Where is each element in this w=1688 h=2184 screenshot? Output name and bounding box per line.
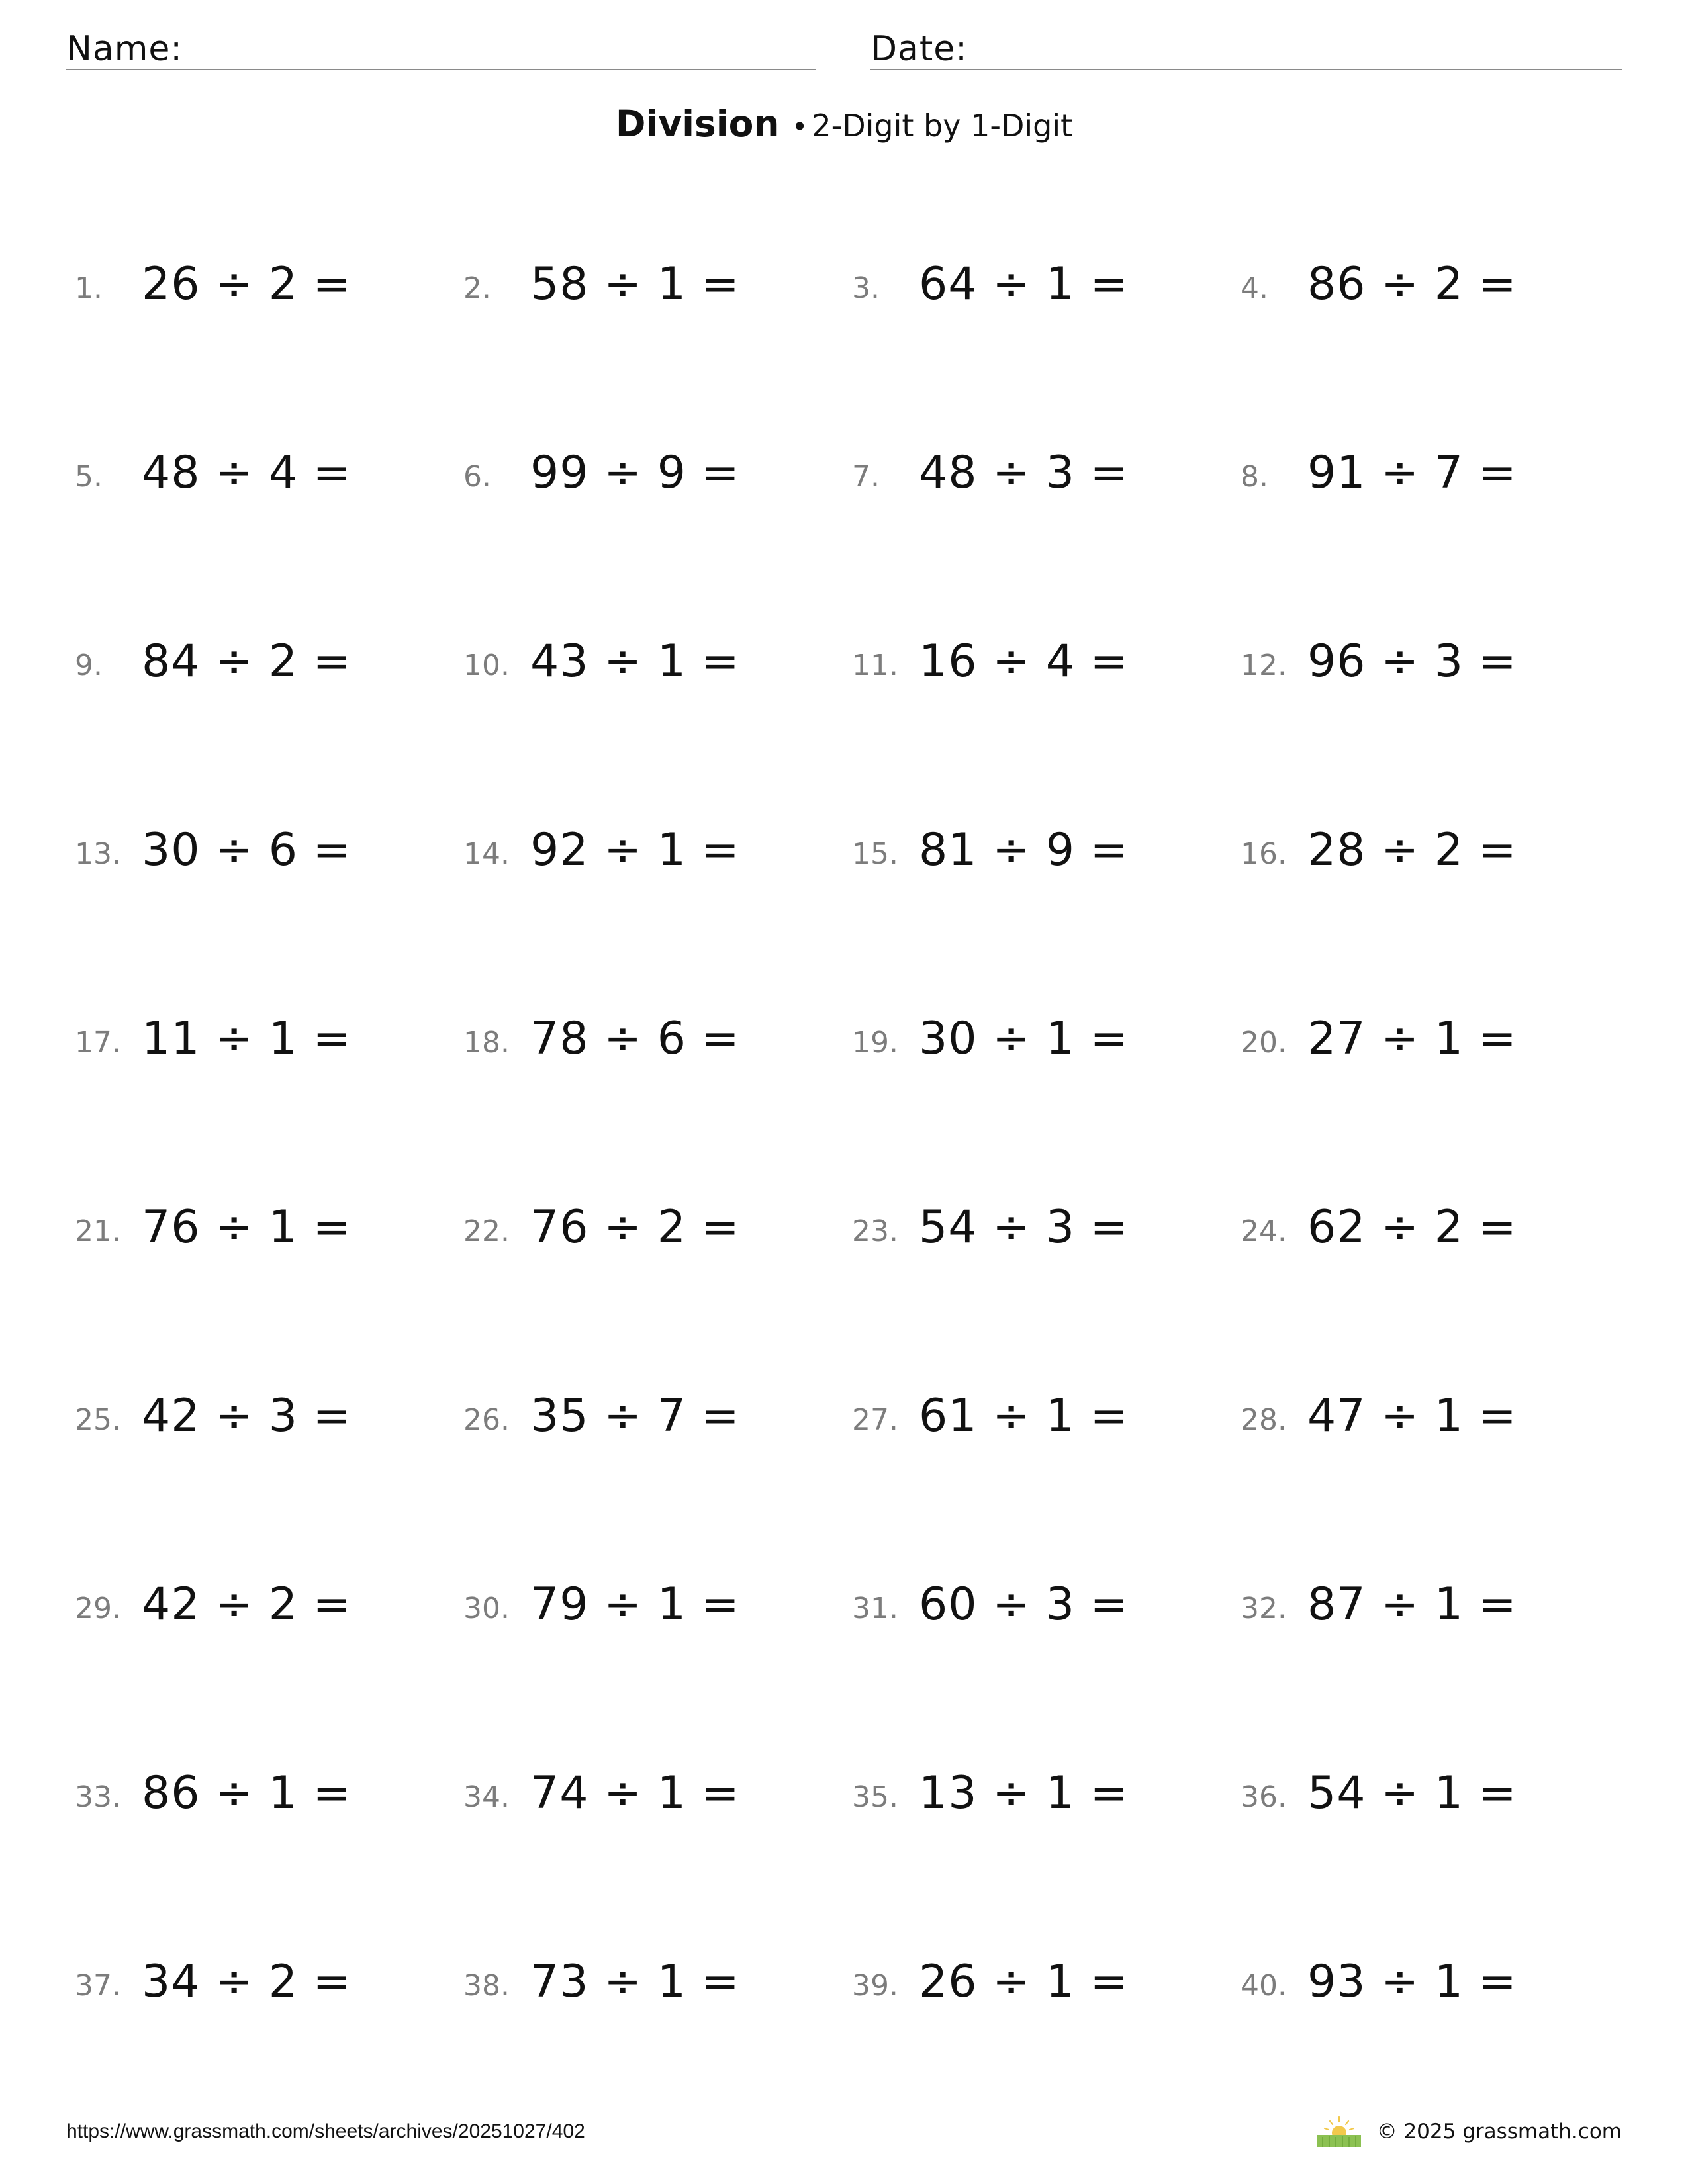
problem-expression: 54 ÷ 3 = bbox=[919, 1201, 1129, 1253]
problem-number: 35. bbox=[852, 1780, 898, 1814]
problem-expression: 60 ÷ 3 = bbox=[919, 1578, 1129, 1631]
problem-item bbox=[852, 637, 1223, 690]
problem-number: 10. bbox=[463, 649, 510, 682]
problem-number: 23. bbox=[852, 1214, 898, 1248]
problem-expression: 35 ÷ 7 = bbox=[530, 1390, 740, 1442]
problem-expression: 79 ÷ 1 = bbox=[530, 1578, 740, 1631]
problem-number: 38. bbox=[463, 1969, 510, 2003]
problem-expression: 61 ÷ 1 = bbox=[919, 1390, 1129, 1442]
problem-number: 12. bbox=[1241, 649, 1287, 682]
problem-expression: 30 ÷ 6 = bbox=[142, 824, 352, 876]
problem-item bbox=[1241, 259, 1611, 312]
problem-item bbox=[852, 448, 1223, 501]
problem-item bbox=[852, 1203, 1223, 1255]
problem-expression: 96 ÷ 3 = bbox=[1307, 635, 1517, 688]
problem-expression: 26 ÷ 1 = bbox=[919, 1956, 1129, 2008]
problem-expression: 11 ÷ 1 = bbox=[142, 1013, 352, 1065]
problem-number: 9. bbox=[75, 649, 103, 682]
problem-number: 28. bbox=[1241, 1403, 1287, 1437]
problem-number: 24. bbox=[1241, 1214, 1287, 1248]
problem-item bbox=[1241, 825, 1611, 878]
problem-item bbox=[75, 637, 445, 690]
problem-number: 33. bbox=[75, 1780, 121, 1814]
problem-item bbox=[1241, 1203, 1611, 1255]
title-main: Division bbox=[615, 103, 780, 145]
problem-item bbox=[463, 1014, 834, 1067]
problem-expression: 64 ÷ 1 = bbox=[919, 258, 1129, 310]
footer-url: https://www.grassmath.com/sheets/archives/20251027/402 bbox=[66, 2120, 585, 2142]
problem-item bbox=[463, 1391, 834, 1444]
problem-item bbox=[75, 1957, 445, 2010]
problem-expression: 30 ÷ 1 = bbox=[919, 1013, 1129, 1065]
problem-number: 40. bbox=[1241, 1969, 1287, 2003]
problem-expression: 99 ÷ 9 = bbox=[530, 447, 740, 499]
problem-number: 29. bbox=[75, 1592, 121, 1625]
problem-number: 1. bbox=[75, 271, 103, 305]
footer-branding bbox=[1316, 2115, 1622, 2148]
problem-expression: 42 ÷ 2 = bbox=[142, 1578, 352, 1631]
problem-number: 20. bbox=[1241, 1026, 1287, 1060]
problem-number: 14. bbox=[463, 837, 510, 871]
problem-item bbox=[463, 448, 834, 501]
problem-number: 8. bbox=[1241, 460, 1268, 494]
problem-expression: 92 ÷ 1 = bbox=[530, 824, 740, 876]
problem-number: 32. bbox=[1241, 1592, 1287, 1625]
title-separator: • bbox=[791, 111, 808, 143]
problem-number: 11. bbox=[852, 649, 898, 682]
problem-expression: 28 ÷ 2 = bbox=[1307, 824, 1517, 876]
problem-item bbox=[852, 1014, 1223, 1067]
problem-item bbox=[1241, 1580, 1611, 1633]
problem-expression: 47 ÷ 1 = bbox=[1307, 1390, 1517, 1442]
problem-item bbox=[75, 1580, 445, 1633]
problem-number: 37. bbox=[75, 1969, 121, 2003]
problem-number: 36. bbox=[1241, 1780, 1287, 1814]
problem-number: 22. bbox=[463, 1214, 510, 1248]
problem-item bbox=[75, 259, 445, 312]
problem-number: 31. bbox=[852, 1592, 898, 1625]
problem-number: 39. bbox=[852, 1969, 898, 2003]
problem-expression: 48 ÷ 3 = bbox=[919, 447, 1129, 499]
problem-item bbox=[1241, 448, 1611, 501]
problem-item bbox=[463, 1768, 834, 1821]
problem-item bbox=[75, 1768, 445, 1821]
problem-expression: 91 ÷ 7 = bbox=[1307, 447, 1517, 499]
problem-number: 5. bbox=[75, 460, 103, 494]
problem-item bbox=[1241, 1391, 1611, 1444]
problem-item bbox=[75, 1014, 445, 1067]
problem-expression: 84 ÷ 2 = bbox=[142, 635, 352, 688]
problem-item bbox=[852, 259, 1223, 312]
problem-number: 17. bbox=[75, 1026, 121, 1060]
problem-expression: 34 ÷ 2 = bbox=[142, 1956, 352, 2008]
problem-expression: 76 ÷ 1 = bbox=[142, 1201, 352, 1253]
date-label: Date: bbox=[870, 29, 968, 69]
problem-expression: 86 ÷ 1 = bbox=[142, 1767, 352, 1819]
problem-item bbox=[852, 1957, 1223, 2010]
problem-expression: 58 ÷ 1 = bbox=[530, 258, 740, 310]
problem-item bbox=[463, 1957, 834, 2010]
problem-number: 13. bbox=[75, 837, 121, 871]
problem-number: 16. bbox=[1241, 837, 1287, 871]
problem-expression: 48 ÷ 4 = bbox=[142, 447, 352, 499]
problem-expression: 73 ÷ 1 = bbox=[530, 1956, 740, 2008]
problem-expression: 62 ÷ 2 = bbox=[1307, 1201, 1517, 1253]
problem-expression: 27 ÷ 1 = bbox=[1307, 1013, 1517, 1065]
problem-expression: 43 ÷ 1 = bbox=[530, 635, 740, 688]
problem-item bbox=[75, 825, 445, 878]
problem-expression: 81 ÷ 9 = bbox=[919, 824, 1129, 876]
problem-number: 15. bbox=[852, 837, 898, 871]
problem-number: 6. bbox=[463, 460, 491, 494]
problem-item bbox=[463, 1203, 834, 1255]
problem-number: 34. bbox=[463, 1780, 510, 1814]
problem-expression: 42 ÷ 3 = bbox=[142, 1390, 352, 1442]
problem-number: 27. bbox=[852, 1403, 898, 1437]
problem-expression: 13 ÷ 1 = bbox=[919, 1767, 1129, 1819]
problem-item bbox=[1241, 637, 1611, 690]
problem-item bbox=[463, 637, 834, 690]
problem-number: 26. bbox=[463, 1403, 510, 1437]
problem-number: 4. bbox=[1241, 271, 1268, 305]
problem-item bbox=[75, 1391, 445, 1444]
problem-expression: 16 ÷ 4 = bbox=[919, 635, 1129, 688]
problem-number: 3. bbox=[852, 271, 880, 305]
problem-expression: 26 ÷ 2 = bbox=[142, 258, 352, 310]
problem-item bbox=[1241, 1957, 1611, 2010]
copyright-text: © 2025 grassmath.com bbox=[1376, 2119, 1622, 2144]
problem-number: 2. bbox=[463, 271, 491, 305]
name-label: Name: bbox=[66, 29, 183, 69]
problem-number: 19. bbox=[852, 1026, 898, 1060]
problem-number: 30. bbox=[463, 1592, 510, 1625]
problem-expression: 93 ÷ 1 = bbox=[1307, 1956, 1517, 2008]
problem-expression: 76 ÷ 2 = bbox=[530, 1201, 740, 1253]
problem-item bbox=[75, 448, 445, 501]
problem-item bbox=[1241, 1014, 1611, 1067]
problem-item bbox=[852, 825, 1223, 878]
problem-item bbox=[463, 259, 834, 312]
problem-number: 7. bbox=[852, 460, 880, 494]
problem-item bbox=[463, 825, 834, 878]
problem-expression: 78 ÷ 6 = bbox=[530, 1013, 740, 1065]
problem-item bbox=[1241, 1768, 1611, 1821]
problem-expression: 54 ÷ 1 = bbox=[1307, 1767, 1517, 1819]
problem-item bbox=[852, 1768, 1223, 1821]
problem-number: 25. bbox=[75, 1403, 121, 1437]
sun-over-grass-icon bbox=[1316, 2115, 1362, 2148]
problem-item bbox=[75, 1203, 445, 1255]
problem-item bbox=[852, 1580, 1223, 1633]
title-subtitle: 2-Digit by 1-Digit bbox=[812, 108, 1073, 144]
problem-expression: 86 ÷ 2 = bbox=[1307, 258, 1517, 310]
problem-item bbox=[463, 1580, 834, 1633]
problem-item bbox=[852, 1391, 1223, 1444]
problem-expression: 74 ÷ 1 = bbox=[530, 1767, 740, 1819]
problem-number: 18. bbox=[463, 1026, 510, 1060]
problem-number: 21. bbox=[75, 1214, 121, 1248]
problem-expression: 87 ÷ 1 = bbox=[1307, 1578, 1517, 1631]
